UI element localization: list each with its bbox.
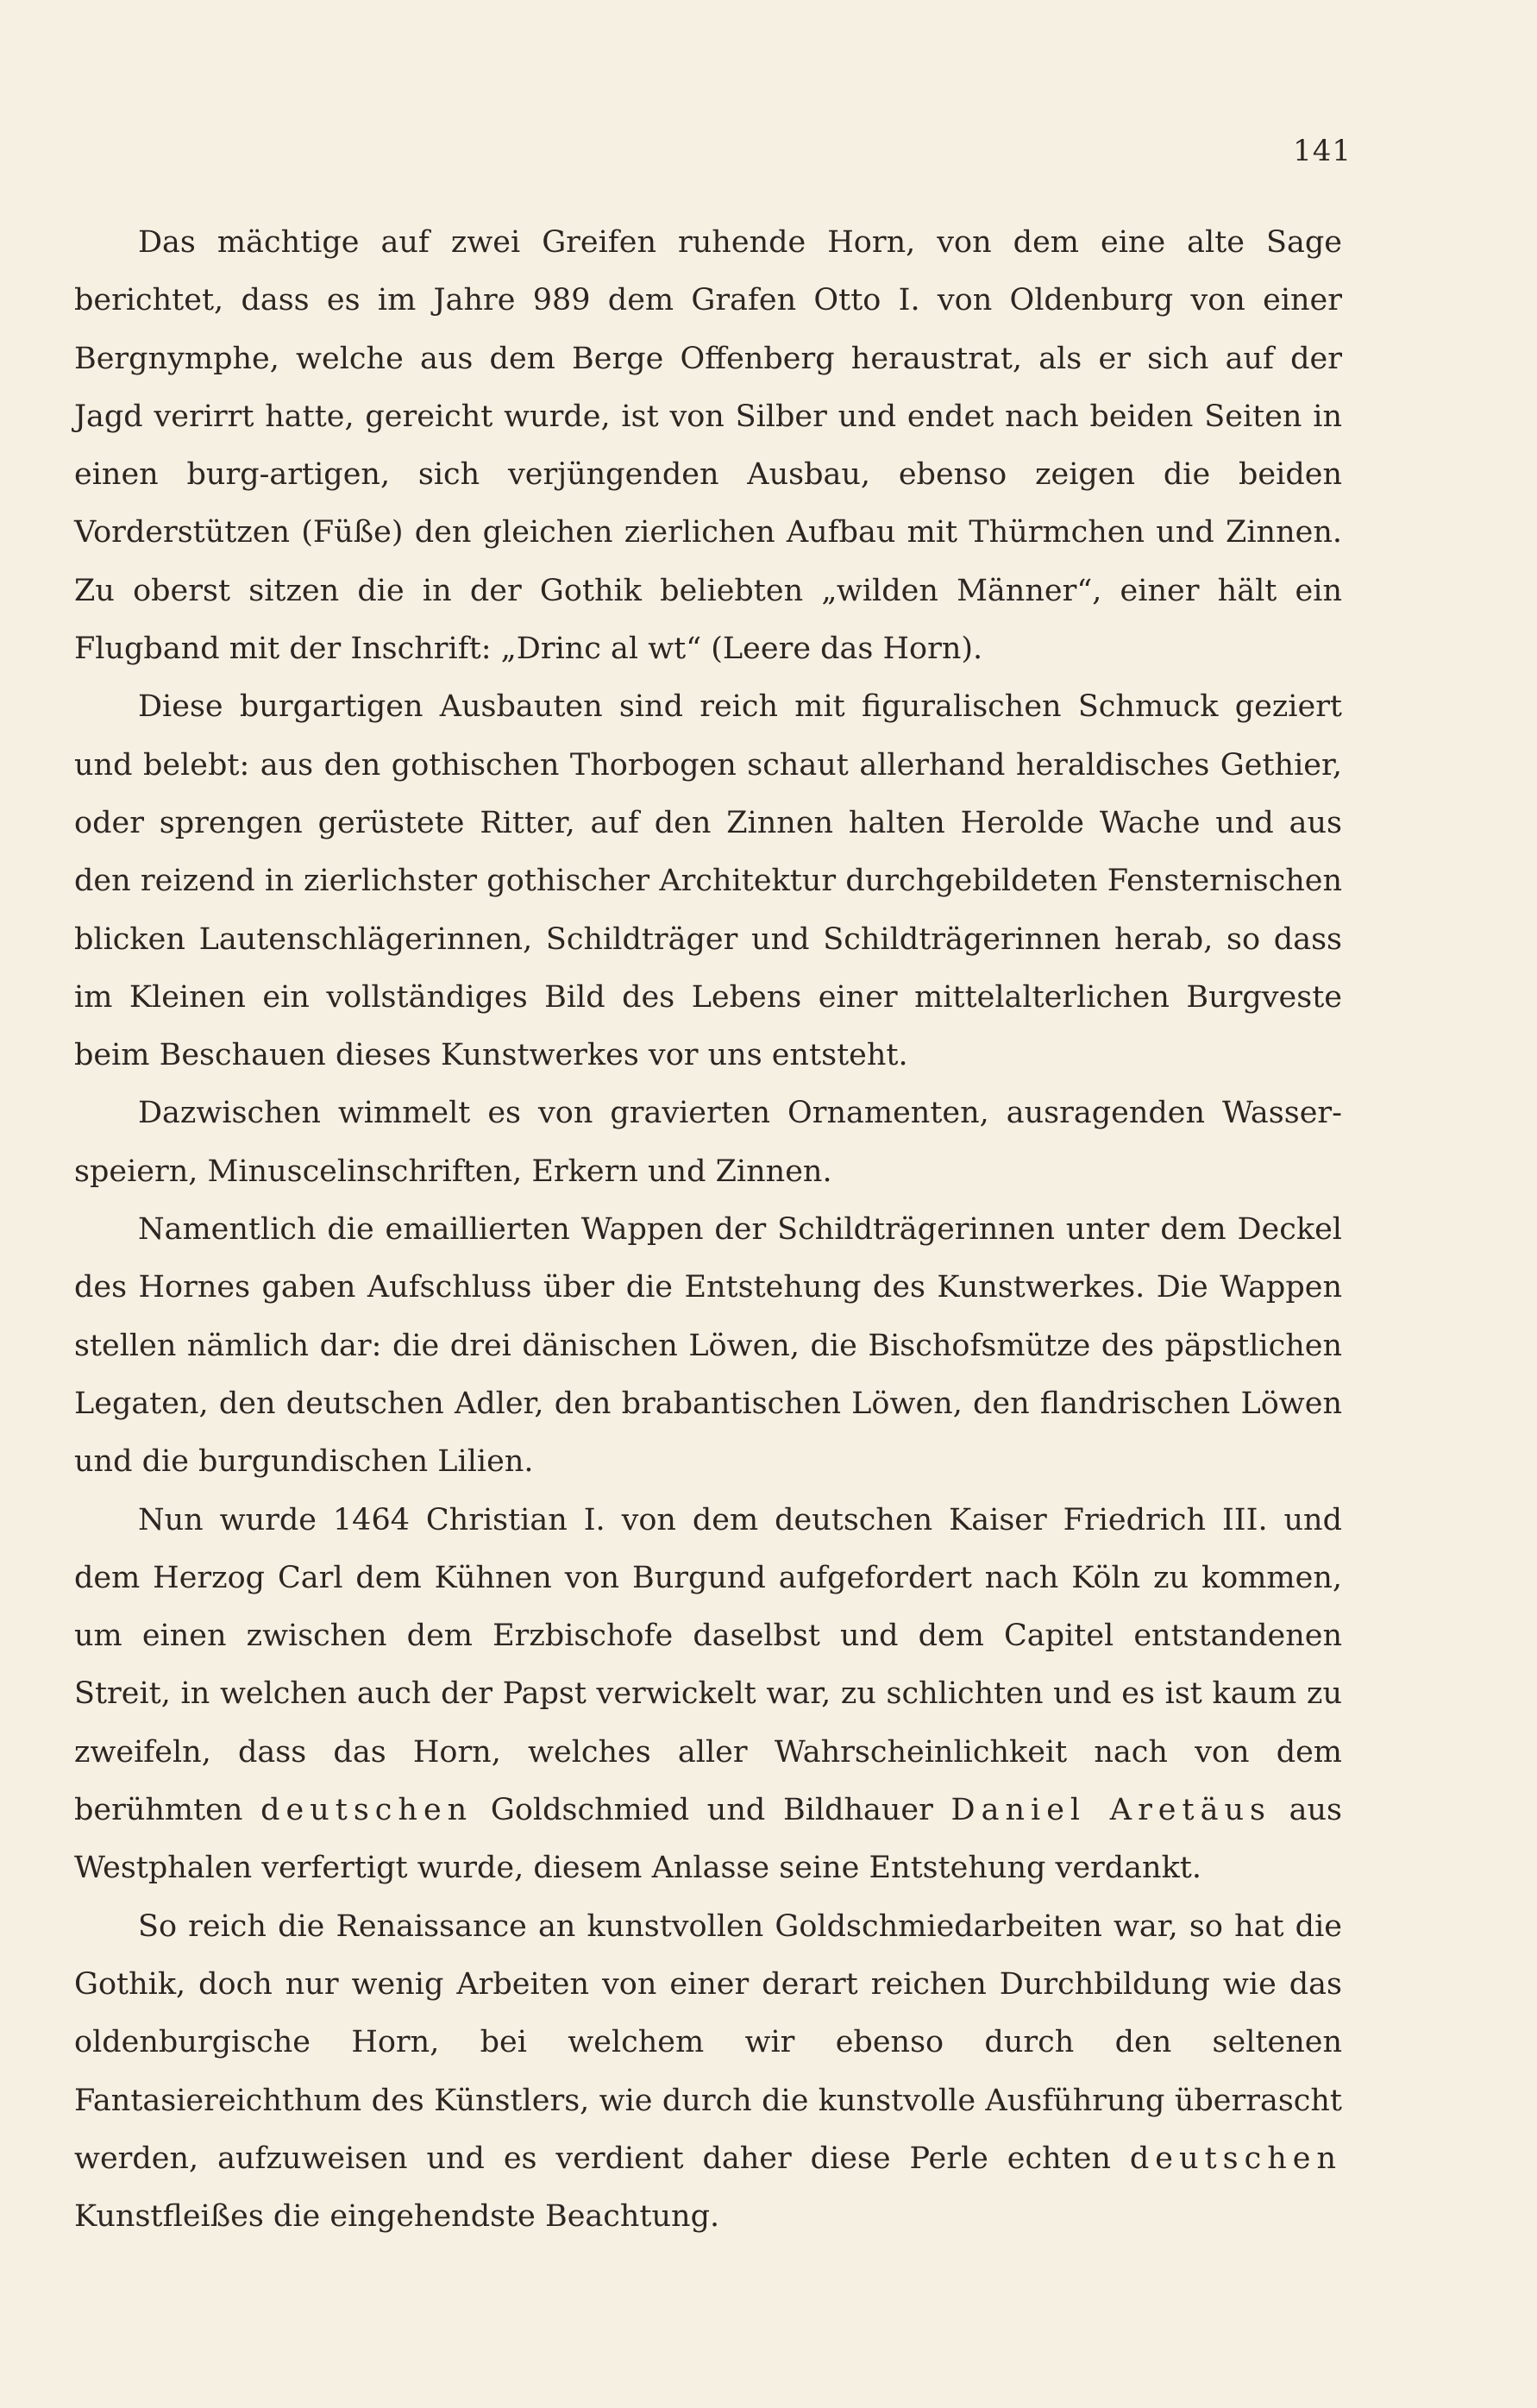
paragraph-text: aus Westphalen verfertigt wurde, diesem Anlasse seine Entstehung verdankt. [74,1793,1342,1886]
paragraph-text: Das mächtige auf zwei Greifen ruhende Horn, von dem eine alte Sage berichtet, dass es im Jahre 989 dem Grafen Otto I. von Oldenburg von einer Bergnymphe, welche aus dem Berge Offenberg heraustrat, als er sich auf der Jagd verirrt hatte, gereicht wurde, ist von Silber und endet nach beiden Seiten in einen burg-artigen, sich verjüngenden Ausbau, ebenso zeigen die beiden Vorderstützen (Füße) den gleichen zierlichen Aufbau mit Thürmchen und Zinnen. Zu oberst sitzen die in der Gothik beliebten „wilden Männer“, einer hält ein Flugband mit der Inschrift: „Drinc al wt“ (Leere das Horn). [74,225,1342,667]
paragraph [74,678,1342,1085]
paragraph [74,1201,1342,1491]
body-text [74,214,1342,2246]
spaced-emphasis: deutschen [1129,2141,1342,2176]
paragraph [74,214,1342,678]
paragraph-text: Namentlich die emaillierten Wappen der Schildträgerinnen unter dem Deckel des Hornes gaben Aufschluss über die Entstehung des Kunstwerkes. Die Wappen stellen nämlich dar: die drei dänischen Löwen, die Bischofsmütze des päpstlichen Legaten, den deutschen Adler, den brabantischen Löwen, den flandrischen Löwen und die burgundischen Lilien. [74,1212,1342,1480]
paragraph-text: Dazwischen wimmelt es von gravierten Ornamenten, ausragenden Wasser-speiern, Minuscelinschriften, Erkern und Zinnen. [74,1096,1342,1189]
paragraph [74,1085,1342,1201]
page-number: 141 [1293,134,1352,168]
paragraph-text: Kunstfleißes die eingehendste Beachtung. [74,2199,720,2235]
paragraph [74,1898,1342,2247]
paragraph [74,1492,1342,1898]
paragraph-text: Diese burgartigen Ausbauten sind reich mit figuralischen Schmuck geziert und belebt: aus den gothischen Thorbogen schaut allerhand heraldisches Gethier, oder sprengen gerüstete Ritter, auf den Zinnen halten Herolde Wache und aus den reizend in zierlichster gothischer Architektur durchgebildeten Fensternischen blicken Lautenschlägerinnen, Schildträger und Schildträgerinnen herab, so dass im Kleinen ein vollständiges Bild des Lebens einer mittelalterlichen Burgveste beim Beschauen dieses Kunstwerkes vor uns entsteht. [74,689,1342,1073]
spaced-emphasis: deutschen [260,1793,474,1828]
spaced-emphasis: Daniel Aretäus [950,1793,1271,1828]
paragraph-text: So reich die Renaissance an kunstvollen Goldschmiedarbeiten war, so hat die Gothik, doch nur wenig Arbeiten von einer derart reichen Durchbildung wie das oldenburgische Horn, bei welchem wir ebenso durch den seltenen Fantasiereichthum des Künstlers, wie durch die kunstvolle Ausführung überrascht werden, aufzuweisen und es verdient daher diese Perle echten [74,1908,1342,2176]
paragraph-text: Goldschmied und Bildhauer [473,1793,951,1828]
paragraph-text: Nun wurde 1464 Christian I. von dem deutschen Kaiser Friedrich III. und dem Herzog Carl dem Kühnen von Burgund aufgefordert nach Köln zu kommen, um einen zwischen dem Erzbischofe daselbst und dem Capitel entstandenen Streit, in welchen auch der Papst verwickelt war, zu schlichten und es ist kaum zu zweifeln, dass das Horn, welches aller Wahrscheinlichkeit nach von dem berühmten [74,1502,1342,1828]
